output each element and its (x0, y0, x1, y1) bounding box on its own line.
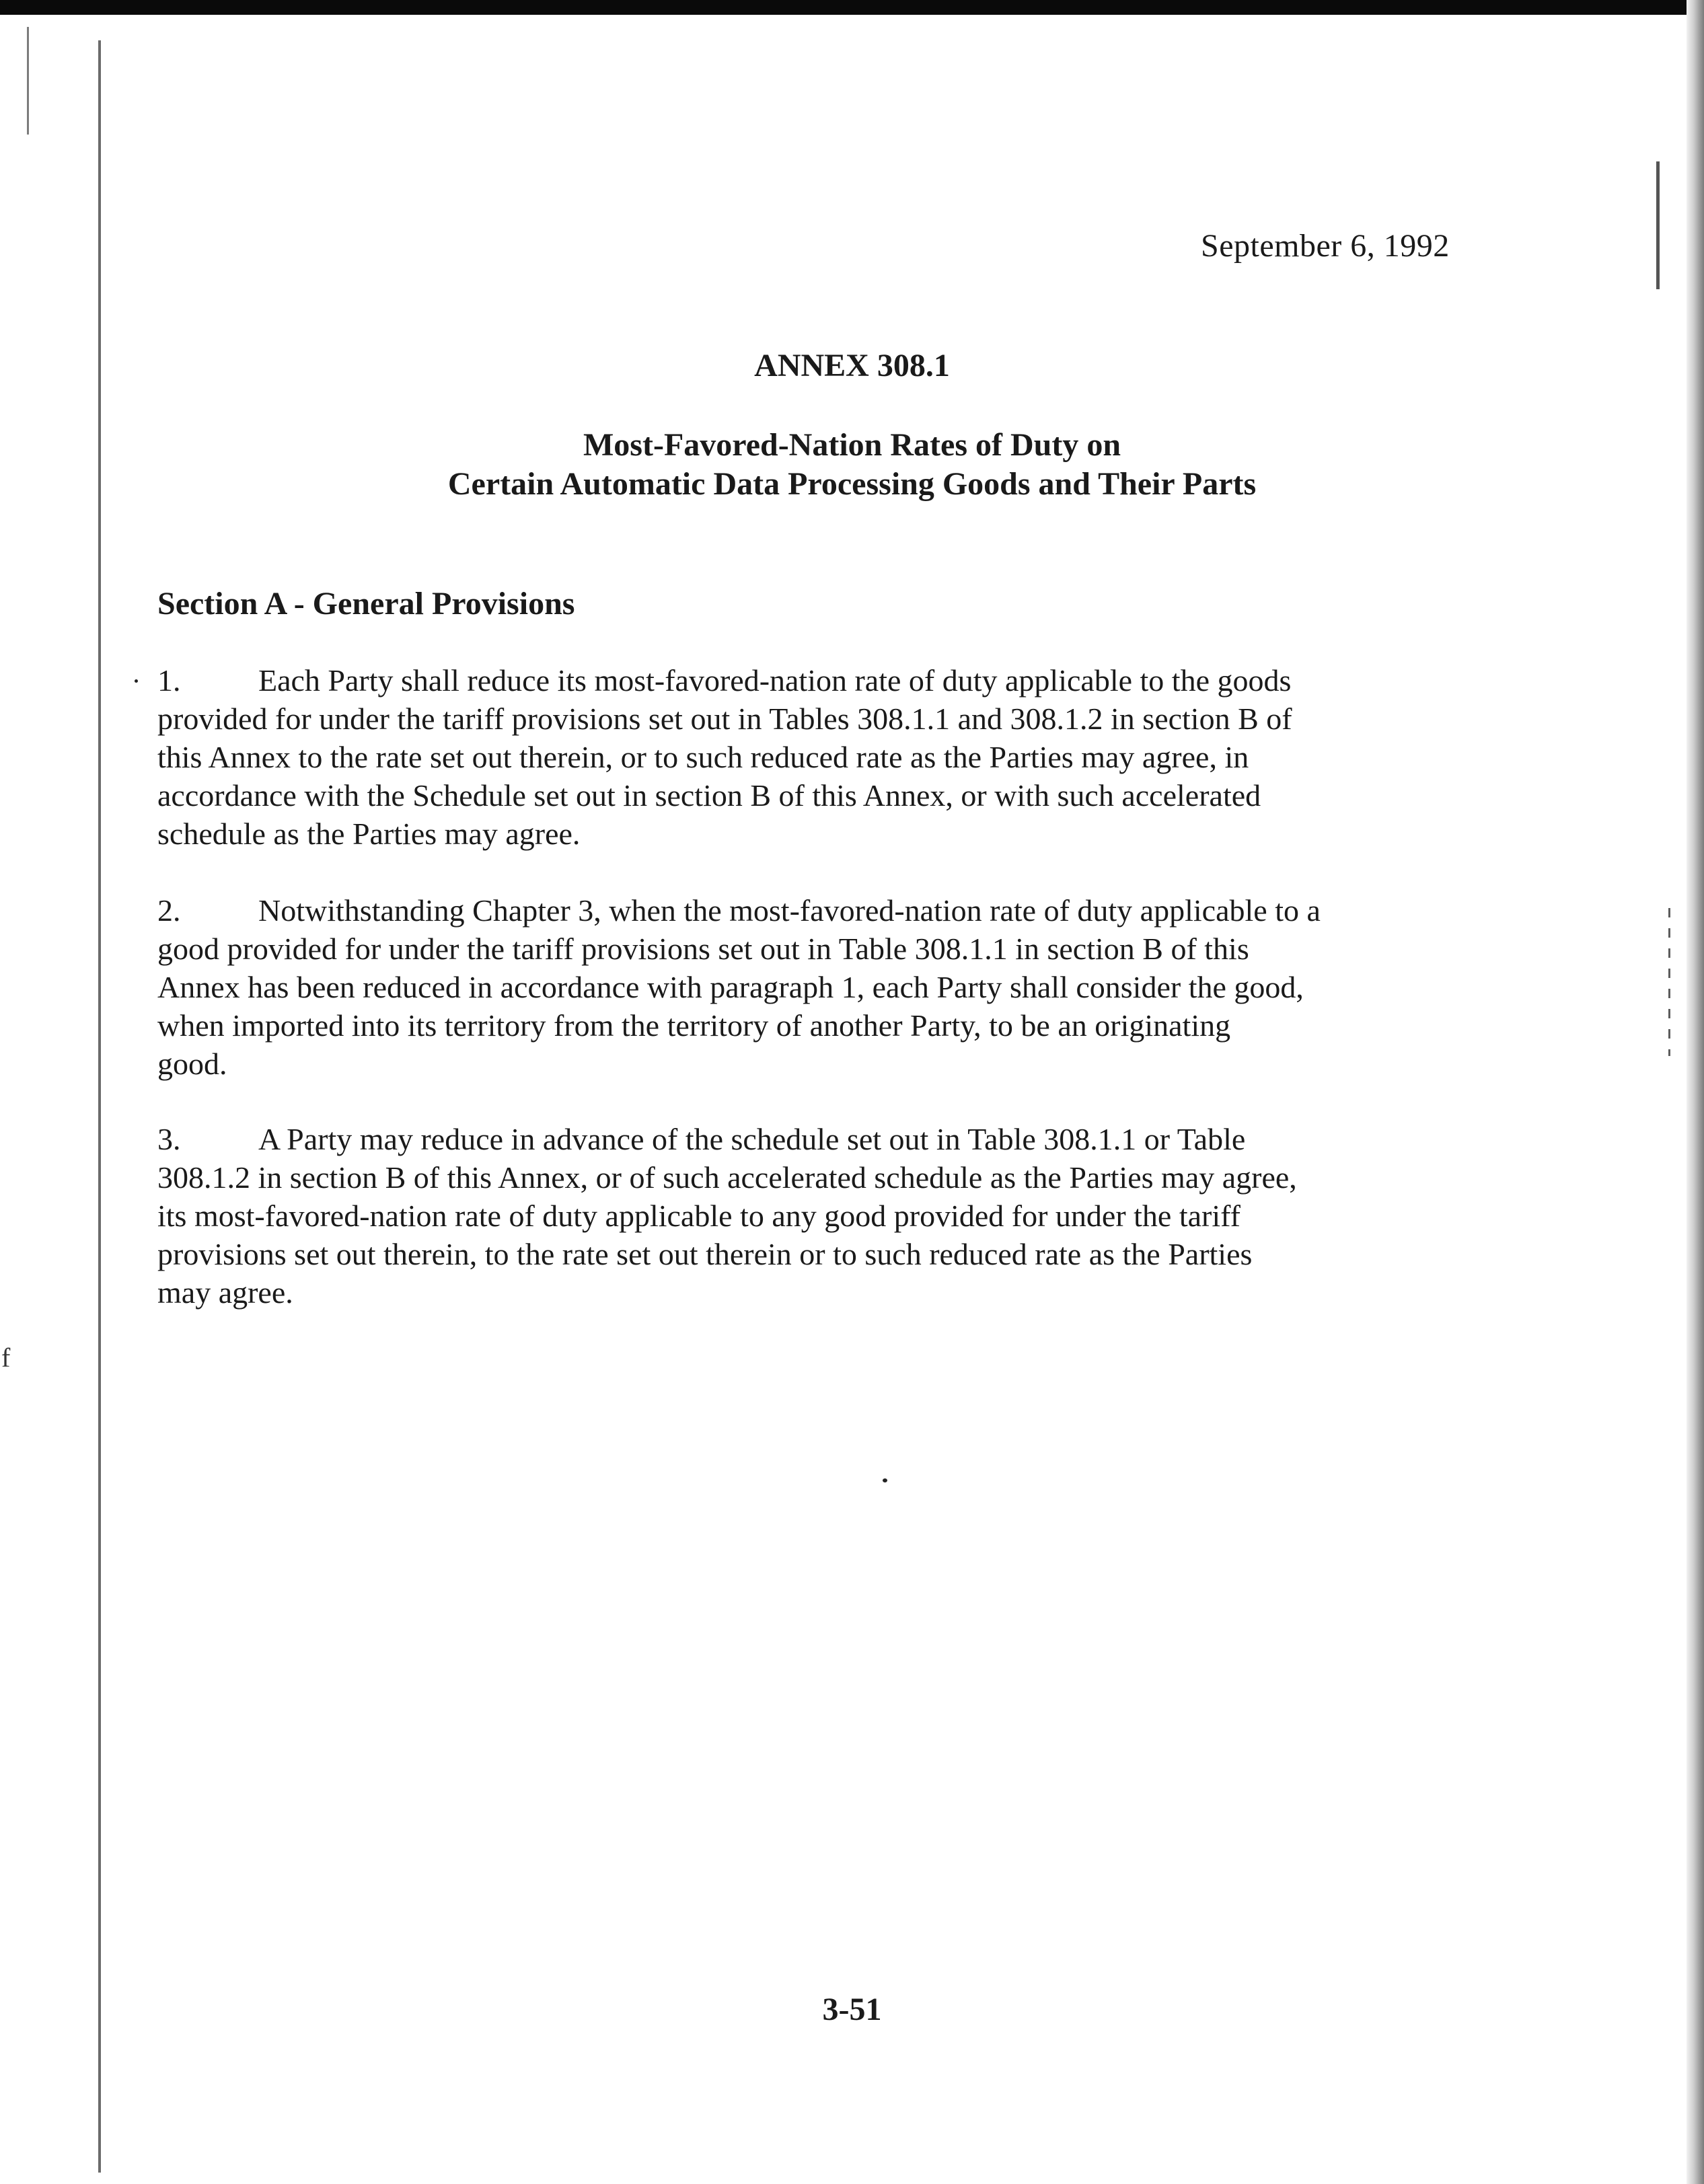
margin-fragment: f (1, 1343, 11, 1373)
annex-subtitle (0, 426, 1704, 504)
paragraph-line: its most-favored-nation rate of duty applicable to any good provided for under the tariff (157, 1199, 1240, 1233)
scan-top-edge (0, 0, 1704, 15)
scan-speck (135, 679, 138, 683)
paragraph-text: Notwithstanding Chapter 3, when the most-favored-nation rate of duty applicable to a (258, 893, 1321, 928)
paragraph-line: good provided for under the tariff provisions set out in Table 308.1.1 in section B of this (157, 932, 1249, 966)
paragraph-line: 308.1.2 in section B of this Annex, or of such accelerated schedule as the Parties may agree, (157, 1160, 1297, 1195)
paragraph-2 (157, 891, 1462, 1083)
subtitle-line: Certain Automatic Data Processing Goods and Their Parts (447, 466, 1257, 502)
section-heading: Section A - General Provisions (157, 586, 575, 622)
paragraph-line: good. (157, 1047, 227, 1081)
paragraph-text: Each Party shall reduce its most-favored-nation rate of duty applicable to the goods (258, 663, 1292, 698)
scan-right-dash-mark (1668, 908, 1670, 1056)
paragraph-line: provided for under the tariff provisions set out in Tables 308.1.1 and 308.1.2 in section B of (157, 702, 1292, 736)
annex-title: ANNEX 308.1 (754, 348, 950, 383)
document-date: September 6, 1992 (1201, 228, 1450, 264)
scan-speck (883, 1478, 887, 1482)
scan-right-mark (1656, 161, 1660, 289)
paragraph-number: 1. (157, 663, 181, 698)
paragraph-number: 2. (157, 893, 181, 928)
subtitle-line: Most-Favored-Nation Rates of Duty on (583, 427, 1121, 463)
paragraph-line: accordance with the Schedule set out in section B of this Annex, or with such accelerated (157, 778, 1261, 813)
page-number: 3-51 (822, 1992, 882, 2027)
paragraph-3 (157, 1120, 1462, 1312)
paragraph-text: A Party may reduce in advance of the schedule set out in Table 308.1.1 or Table (258, 1122, 1246, 1156)
paragraph-1 (157, 661, 1462, 853)
paragraph-line: Annex has been reduced in accordance with paragraph 1, each Party shall consider the good, (157, 970, 1304, 1004)
paragraph-line: provisions set out therein, to the rate set out therein or to such reduced rate as the Parties (157, 1237, 1253, 1271)
paragraph-line: this Annex to the rate set out therein, or to such reduced rate as the Parties may agree, in (157, 740, 1249, 774)
paragraph-line (157, 891, 1462, 930)
paragraph-line: schedule as the Parties may agree. (157, 817, 581, 851)
paragraph-line (157, 1120, 1462, 1158)
paragraph-number: 3. (157, 1122, 181, 1156)
paragraph-line (157, 661, 1462, 700)
paragraph-line: when imported into its territory from the territory of another Party, to be an originating (157, 1008, 1231, 1043)
paragraph-line: may agree. (157, 1275, 293, 1310)
scan-right-edge (1687, 0, 1704, 2184)
scan-left-mark (27, 27, 29, 135)
